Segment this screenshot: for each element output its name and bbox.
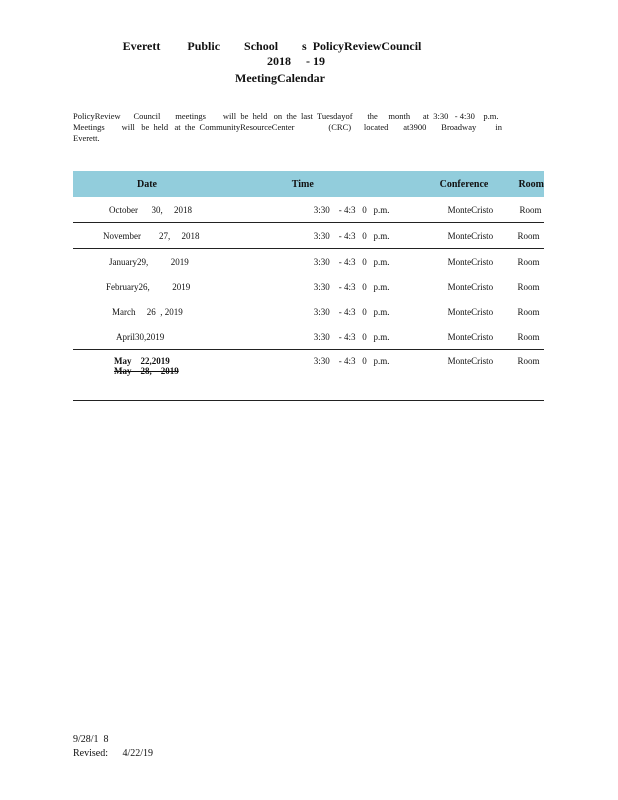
row-room: Room xyxy=(517,256,540,267)
title-line-2: 2018 - 19 xyxy=(267,54,325,68)
footer-date: 9/28/1 8 xyxy=(73,734,109,745)
row-date: January29, 2019 xyxy=(109,256,189,267)
row-conference: MonteCristo xyxy=(418,324,503,350)
row-conference: MonteCristo xyxy=(447,281,494,292)
intro-paragraph xyxy=(73,111,531,144)
title-line-1: Everett Public School s PolicyReviewCouncil xyxy=(122,39,422,53)
row-date-may xyxy=(73,350,252,401)
row-room: Room xyxy=(502,350,544,401)
revised-label: Revised: xyxy=(73,748,108,759)
table-header-row xyxy=(73,171,544,197)
header-room: Room xyxy=(518,178,544,190)
row-conference: MonteCristo xyxy=(418,350,503,401)
row-conference: MonteCristo xyxy=(447,306,494,317)
row-date: March 26 , 2019 xyxy=(112,306,183,317)
row-room: Room xyxy=(517,281,540,292)
row-time: 3:30 - 4:3 0 p.m. xyxy=(313,256,390,267)
table-row xyxy=(73,249,544,275)
table-row xyxy=(73,299,544,324)
may-date-current: May 22,2019 xyxy=(114,356,170,366)
table-row xyxy=(73,324,544,350)
intro-line-3: Everett. xyxy=(73,133,100,143)
row-room: Room xyxy=(502,223,544,249)
intro-line-1: PolicyReview Council meetings will be held on the last Tuesdayof the month at 3:30 - 4:30 p.m. xyxy=(73,111,499,121)
title-line-3: MeetingCalendar xyxy=(235,71,325,85)
table-row xyxy=(73,274,544,299)
row-time: 3:30 - 4:3 0 p.m. xyxy=(252,197,418,223)
row-room: Room xyxy=(517,306,540,317)
row-date: October 30, 2018 xyxy=(73,197,252,223)
row-conference: MonteCristo xyxy=(447,256,494,267)
row-time: 3:30 - 4:3 0 p.m. xyxy=(252,350,418,401)
header-conference: Conference xyxy=(439,178,489,190)
footer-revised xyxy=(73,748,153,759)
row-time: 3:30 - 4:3 0 p.m. xyxy=(252,223,418,249)
table-row xyxy=(73,197,544,223)
may-date-struck: May 28, 2019 xyxy=(114,366,179,376)
row-time: 3:30 - 4:3 0 p.m. xyxy=(313,306,390,317)
row-time: 3:30 - 4:3 0 p.m. xyxy=(313,281,390,292)
row-date: February26, 2019 xyxy=(106,281,191,292)
table-row xyxy=(73,223,544,249)
intro-line-2: Meetings will be held at the CommunityResourceCenter (CRC) located at3900 Broadway in xyxy=(73,122,502,132)
row-time: 3:30 - 4:3 0 p.m. xyxy=(252,324,418,350)
row-conference: MonteCristo xyxy=(418,223,503,249)
header-time: Time xyxy=(291,178,314,190)
row-date: November 27, 2018 xyxy=(73,223,252,249)
header-date: Date xyxy=(137,178,157,190)
revised-date: 4/22/19 xyxy=(122,748,154,759)
row-room: Room xyxy=(502,324,544,350)
row-conference: MonteCristo xyxy=(418,197,503,223)
row-room: Room xyxy=(502,197,544,223)
meeting-table xyxy=(73,171,544,401)
row-date: April30,2019 xyxy=(73,324,252,350)
table-row-may xyxy=(73,350,544,401)
